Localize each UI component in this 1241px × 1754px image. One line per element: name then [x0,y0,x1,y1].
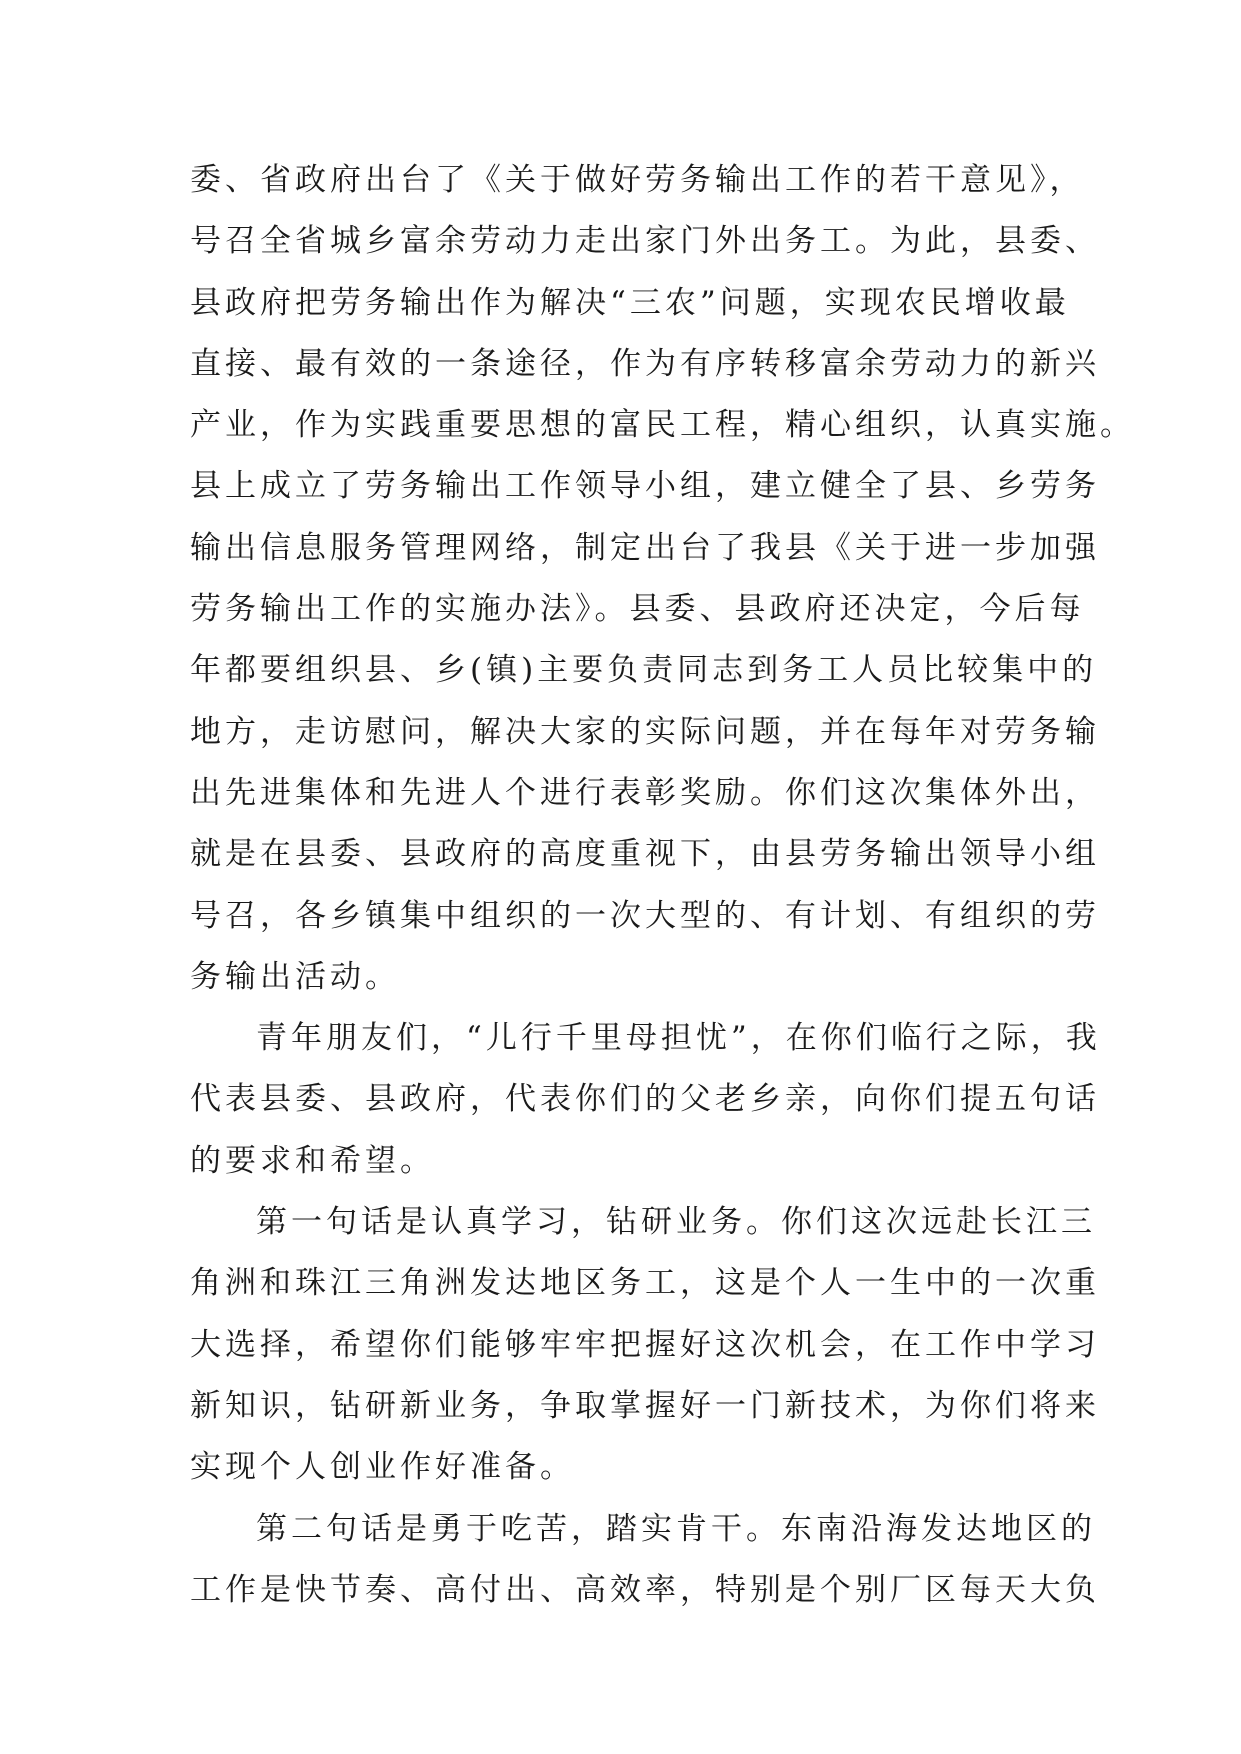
text-line: 出先进集体和先进人个进行表彰奖励。你们这次集体外出， [190,774,1100,811]
text-line: 第一句话是认真学习，钻研业务。你们这次远赴长江三 [256,1204,1096,1241]
text-line: 输出信息服务管理网络，制定出台了我县《关于进一步加强 [190,529,1100,566]
text-line: 青年朋友们，“儿行千里母担忧”，在你们临行之际，我 [256,1020,1101,1057]
text-line: 第二句话是勇于吃苦，踏实肯干。东南沿海发达地区的 [256,1510,1096,1547]
text-line: 工作是快节奏、高付出、高效率，特别是个别厂区每天大负 [190,1571,1100,1608]
text-line: 角洲和珠江三角洲发达地区务工，这是个人一生中的一次重 [190,1265,1100,1302]
text-line: 地方，走访慰问，解决大家的实际问题，并在每年对劳务输 [190,713,1100,750]
text-line: 的要求和希望。 [190,1142,435,1179]
text-line: 直接、最有效的一条途径，作为有序转移富余劳动力的新兴 [190,345,1100,382]
text-line: 代表县委、县政府，代表你们的父老乡亲，向你们提五句话 [190,1081,1100,1118]
text-line: 实现个人创业作好准备。 [190,1449,575,1486]
text-line: 大选择，希望你们能够牢牢把握好这次机会，在工作中学习 [190,1326,1100,1363]
text-line: 县政府把劳务输出作为解决“三农”问题，实现农民增收最 [190,284,1070,321]
text-line: 号召全省城乡富余劳动力走出家门外出务工。为此，县委、 [190,223,1100,260]
text-line: 年都要组织县、乡(镇)主要负责同志到务工人员比较集中的 [190,652,1098,689]
text-line: 县上成立了劳务输出工作领导小组，建立健全了县、乡劳务 [190,468,1100,505]
text-line: 劳务输出工作的实施办法》。县委、县政府还决定，今后每 [190,591,1085,628]
text-line: 号召，各乡镇集中组织的一次大型的、有计划、有组织的劳 [190,897,1100,934]
text-line: 务输出活动。 [190,958,400,995]
body-text [190,150,1135,1621]
text-line: 新知识，钻研新业务，争取掌握好一门新技术，为你们将来 [190,1387,1100,1424]
text-line: 委、省政府出台了《关于做好劳务输出工作的若干意见》， [190,162,1085,198]
text-line: 就是在县委、县政府的高度重视下，由县劳务输出领导小组 [190,836,1100,873]
text-line: 产业，作为实践重要思想的富民工程，精心组织，认真实施。 [190,407,1135,444]
